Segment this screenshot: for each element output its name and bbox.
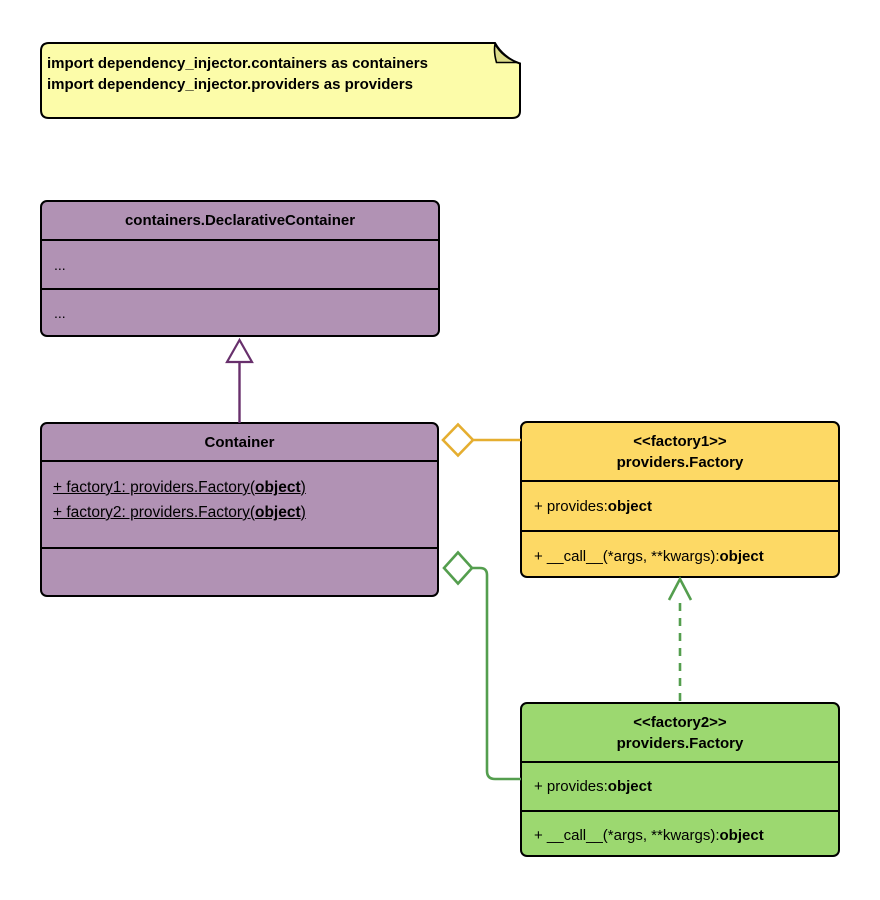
attribute-provides xyxy=(522,480,838,530)
attr-type: object xyxy=(607,778,652,795)
class-factory2 xyxy=(520,702,840,857)
attribute-factory1 xyxy=(53,475,437,500)
class-name: providers.Factory xyxy=(616,734,744,752)
method-call xyxy=(522,810,838,857)
method-text: + __call__(*args, **kwargs): xyxy=(534,547,720,565)
attr-type: object xyxy=(607,497,652,515)
attr-suffix: ) xyxy=(300,479,306,496)
aggregation-line-factory2 xyxy=(472,568,521,779)
class-attributes xyxy=(42,460,437,547)
class-name: providers.Factory xyxy=(616,453,744,471)
class-methods-empty xyxy=(42,547,437,595)
class-declarative-container xyxy=(40,200,440,337)
attr-type: object xyxy=(255,504,301,521)
hollow-diamond-icon-green xyxy=(444,553,472,584)
method-call xyxy=(522,530,838,578)
class-title: Container xyxy=(204,433,275,451)
class-section-ellipsis-1: ... xyxy=(42,239,438,288)
class-container xyxy=(40,422,439,597)
open-arrowhead-icon xyxy=(669,579,691,600)
dependency-arrow xyxy=(669,579,691,701)
attr-text: + factory1: providers.Factory( xyxy=(53,479,255,496)
generalization-arrow xyxy=(227,340,252,423)
note-line-2: import dependency_injector.providers as providers xyxy=(47,76,413,93)
class-title xyxy=(522,704,838,761)
hollow-diamond-icon-yellow xyxy=(443,425,473,456)
method-return-type: object xyxy=(719,827,764,844)
class-factory1 xyxy=(520,421,840,578)
import-note xyxy=(40,42,522,120)
attr-text: + provides: xyxy=(534,778,608,795)
class-section-ellipsis-2: ... xyxy=(42,288,438,336)
note-line-1: import dependency_injector.containers as containers xyxy=(47,55,428,72)
attr-type: object xyxy=(255,479,301,496)
attribute-factory2 xyxy=(53,500,437,525)
attr-text: + factory2: providers.Factory( xyxy=(53,504,255,521)
attr-text: + provides: xyxy=(534,497,608,515)
attribute-provides xyxy=(522,761,838,810)
stereotype-label: <<factory2>> xyxy=(633,713,727,731)
note-text xyxy=(47,53,492,95)
method-text: + __call__(*args, **kwargs): xyxy=(534,827,720,844)
method-return-type: object xyxy=(719,547,764,565)
aggregation-factory2 xyxy=(444,553,521,780)
attr-suffix: ) xyxy=(300,504,306,521)
hollow-triangle-icon xyxy=(227,340,252,362)
stereotype-label: <<factory1>> xyxy=(633,432,727,450)
class-title: containers.DeclarativeContainer xyxy=(124,212,356,229)
aggregation-factory1 xyxy=(443,425,521,456)
class-title xyxy=(522,423,838,480)
